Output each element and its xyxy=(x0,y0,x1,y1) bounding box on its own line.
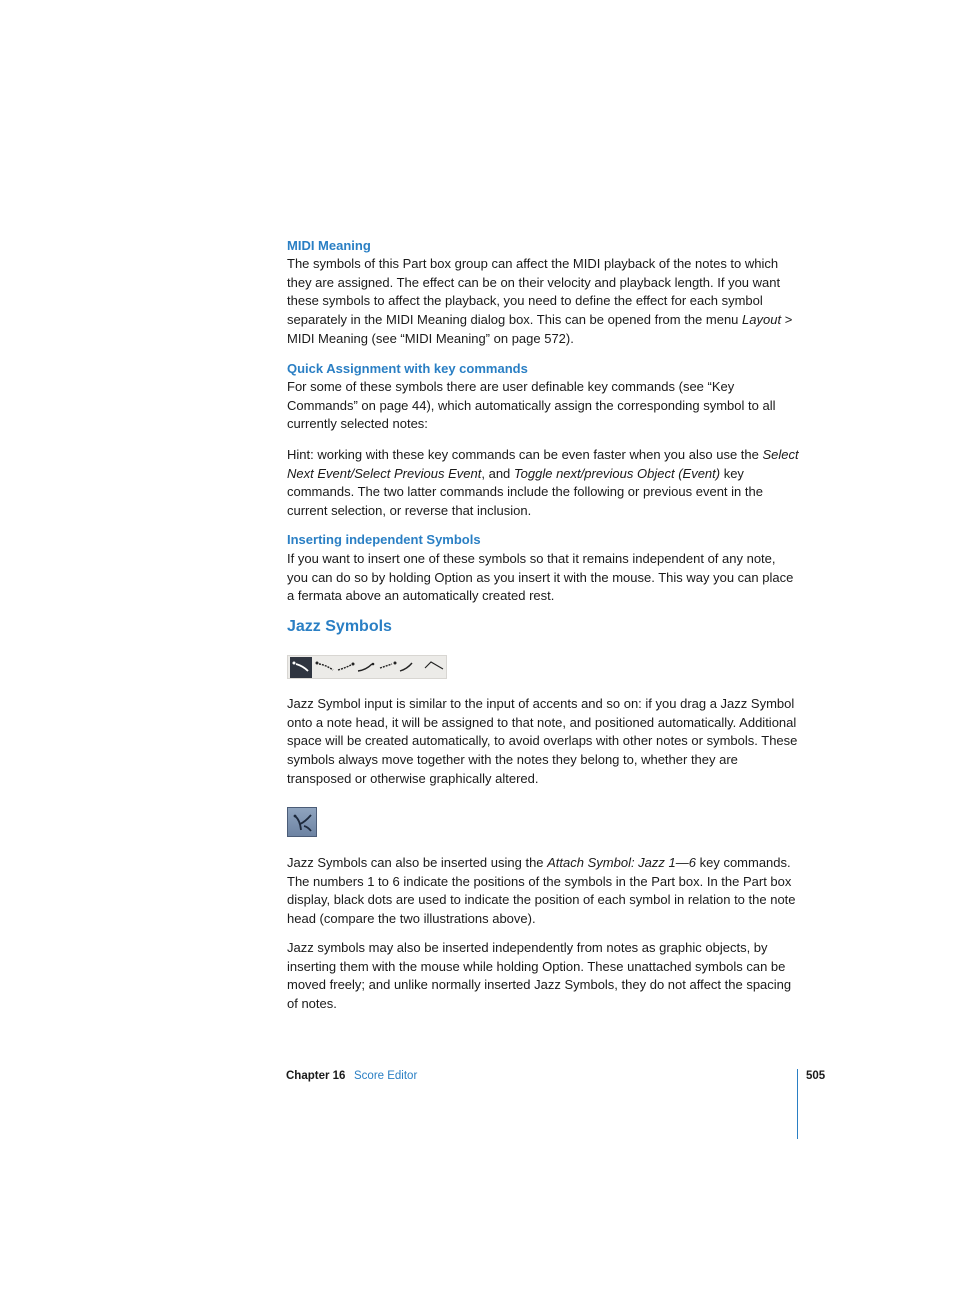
jazz-symbols-text-2b: key commands. The numbers 1 to 6 indicate the positions of the symbols in the Part box. In the Part box display, black dots are used to indicate the position of each symbol in relation to the note head (compare the two illustrations above). xyxy=(287,855,796,927)
footer-divider xyxy=(797,1069,798,1139)
inserting-independent-paragraph xyxy=(287,550,799,606)
jazz-symbol-scoop-icon[interactable] xyxy=(293,662,309,672)
hint-italic-2: Toggle next/previous Object (Event) xyxy=(513,465,721,481)
inserting-independent-heading: Inserting independent Symbols xyxy=(287,532,481,547)
jazz-symbols-text-2a: Jazz Symbols can also be inserted using the xyxy=(287,855,548,870)
quick-assignment-heading: Quick Assignment with key commands xyxy=(287,361,528,376)
jazz-symbols-partbox-icon[interactable] xyxy=(287,807,317,837)
quick-assignment-text: For some of these symbols there are user definable key commands (see “Key Commands” on page 44), which automatically assign the corresponding symbol to all currently selected notes: xyxy=(287,379,776,432)
jazz-symbols-palette-graphic xyxy=(288,656,448,680)
page-number: 505 xyxy=(806,1070,826,1082)
jazz-symbols-text-1: Jazz Symbol input is similar to the input of accents and so on: if you drag a Jazz Symbol onto a note head, it will be assigned to that note, and positioned automatically. Additional space will be created automatically, to avoid overlaps with other notes or symbols. These symbols always move together with the notes they belong to, whether they are transposed or otherwise graphically altered. xyxy=(287,696,798,786)
jazz-symbol-bend-icon[interactable] xyxy=(380,662,397,669)
jazz-symbol-caret-icon[interactable] xyxy=(425,662,443,669)
footer-chapter: Chapter 16 xyxy=(286,1070,346,1082)
midi-meaning-italic: Layout xyxy=(742,312,782,328)
jazz-symbol-fall-icon[interactable] xyxy=(316,662,334,671)
hint-italic-1: Select Next Event/Select Previous Event xyxy=(287,447,799,481)
midi-meaning-text-2: > MIDI Meaning (see “MIDI Meaning” on page 572). xyxy=(287,312,793,346)
jazz-symbols-italic: Attach Symbol: Jazz 1—6 xyxy=(547,855,696,870)
jazz-symbols-text-3: Jazz symbols may also be inserted independently from notes as graphic objects, by inserting them with the mouse while holding Option. These unattached symbols can be moved freely; and unlike normally inserted Jazz Symbols, they do not affect the spacing of notes. xyxy=(287,940,792,1012)
jazz-symbols-heading: Jazz Symbols xyxy=(287,618,392,635)
jazz-symbol-lift-icon[interactable] xyxy=(400,663,412,671)
midi-meaning-paragraph xyxy=(287,255,799,349)
hint-paragraph xyxy=(287,446,799,521)
jazz-symbols-paragraph-3 xyxy=(287,939,799,1014)
hint-text-1: Hint: working with these key commands can be even faster when you also use the xyxy=(287,447,763,462)
hint-text-3: key commands. The two latter commands include the following or previous event in the current selection, or reverse that inclusion. xyxy=(287,465,763,519)
inserting-independent-text: If you want to insert one of these symbols so that it remains independent of any note, you can do so by holding Option as you insert it with the mouse. This way you can place a fermata above an automatically created rest. xyxy=(287,551,794,604)
jazz-symbols-paragraph-2 xyxy=(287,854,799,929)
jazz-symbol-doit-icon[interactable] xyxy=(338,663,355,671)
midi-meaning-heading: MIDI Meaning xyxy=(287,238,371,253)
midi-meaning-text-1: The symbols of this Part box group can affect the MIDI playback of the notes to which they are assigned. The effect can be on their velocity and playback length. If you want these symbols to affect the playback, you need to define the effect for each symbol separately in the MIDI Meaning dialog box. This can be opened from the menu xyxy=(287,256,781,328)
jazz-symbols-paragraph-1 xyxy=(287,695,799,789)
jazz-symbols-partbox-graphic xyxy=(288,808,318,838)
hint-text-2: , and xyxy=(481,465,514,481)
jazz-symbol-glissando-up-icon[interactable] xyxy=(358,663,374,671)
footer-section-link[interactable]: Score Editor xyxy=(354,1070,418,1082)
jazz-symbols-palette xyxy=(287,655,447,679)
quick-assignment-paragraph xyxy=(287,378,799,434)
